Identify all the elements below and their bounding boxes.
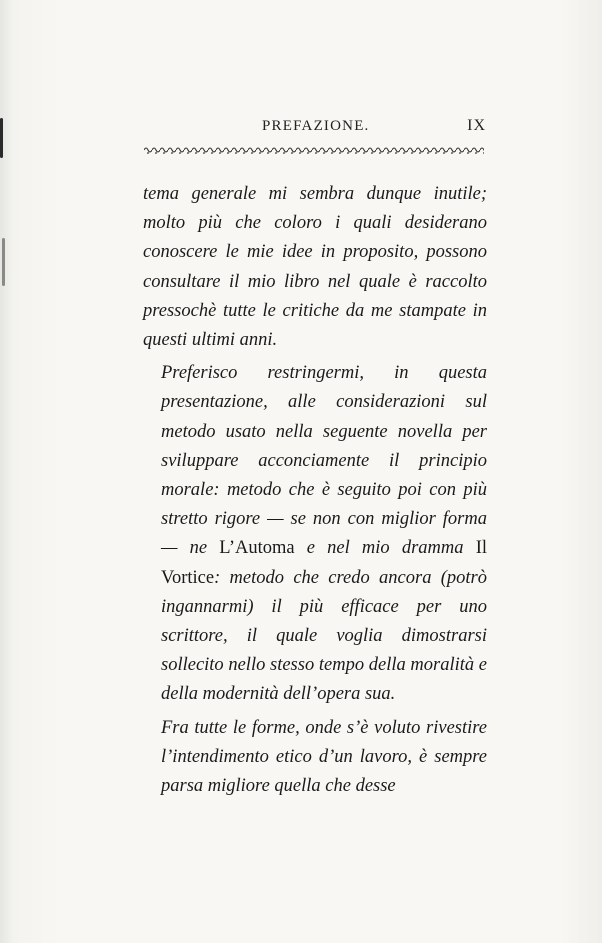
text-segment: tema generale mi sembra dunque inutile; molto più che coloro i quali desiderano conoscere le mie idee in proposito, possono consultare il mio libro nel quale è raccolto pressochè tutte le critiche da me stampate in questi ultimi anni.	[143, 184, 487, 351]
text-segment: Preferisco restringermi, in questa presentazione, alle considerazioni sul metodo usato nella seguente novella per sviluppare acconciamente il principio morale: metodo che è seguito poi con più stretto rigore — se non con miglior forma — ne	[161, 363, 487, 559]
title-reference: Il Vortice	[161, 538, 487, 588]
title-reference: L’Automa	[219, 538, 295, 559]
body-text	[143, 180, 487, 801]
text-segment: e nel mio dramma	[294, 538, 476, 559]
running-title: PREFAZIONE.	[262, 118, 370, 134]
page-number: IX	[467, 117, 486, 134]
ornamental-rule	[144, 144, 484, 158]
left-edge-mark	[0, 118, 3, 158]
paragraph	[143, 180, 487, 355]
page-header	[140, 118, 486, 138]
paragraph	[143, 359, 487, 709]
text-segment: : metodo che credo ancora (potrò ingannarmi) il più efficace per uno scrittore, il quale voglia dimostrarsi sollecito nello stesso tempo della moralità e della modernità dell’opera sua.	[161, 567, 487, 705]
paragraph	[143, 714, 487, 802]
text-segment: Fra tutte le forme, onde s’è voluto rivestire l’intendimento etico d’un lavoro, è sempre parsa migliore quella che desse	[161, 717, 487, 797]
left-edge-mark-lower	[2, 238, 5, 286]
